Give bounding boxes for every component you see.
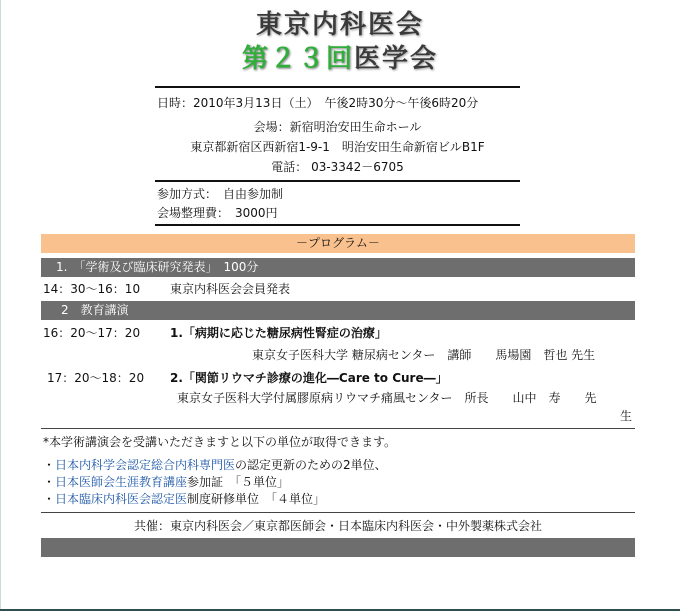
bullet: ・ [43,475,56,489]
section1-description: 東京内科医会会員発表 [170,282,291,296]
page-title: 東京内科医会 [255,10,424,40]
left-border [0,0,1,611]
credits-divider-bottom [41,512,635,513]
divider-bottom [155,224,520,226]
credit-link-ishikai[interactable]: 日本医師会生涯教育講座 [55,475,188,489]
credit-detail-1: の認定更新のための2単位、 [235,458,387,472]
credit-link-rinsho[interactable]: 日本臨床内科医会認定医 [55,492,188,506]
talk2-speaker: 東京女子医科大学付属膠原病リウマチ痛風センター 所長 山中 寿 先 [177,391,597,405]
event-datetime: 日時：2010年3月13日（土） 午後2時30分～午後6時20分 [157,96,479,110]
credits-note: *本学術講演会を受講いただきますと以下の単位が取得できます。 [43,435,397,449]
event-venue: 会場：新宿明治安田生命ホール [253,120,422,134]
event-address: 東京都新宿区西新宿1-9-1 明治安田生命新宿ビルB1F [190,140,485,154]
credits-divider-top [41,428,635,429]
session-number: 第２３回 [241,44,354,74]
talk1-time: 16：20～17：20 [43,326,141,340]
page-subtitle [0,38,680,75]
talk2-speaker-wrap: 生 [620,409,633,423]
footer-band [41,538,635,557]
program-header: －プログラム－ [41,234,635,253]
credit-item-3 [43,491,325,507]
divider-middle [155,180,520,182]
bullet: ・ [43,492,56,506]
talk2-title: 2.「関節リウマチ診療の進化―Care to Cure―」 [170,371,448,385]
participation-method: 参加方式： 自由参加制 [157,187,284,201]
credit-item-2 [43,474,289,490]
section1-time: 14：30～16：10 [43,282,141,296]
credit-link-naika[interactable]: 日本内科学会認定総合内科専門医 [55,458,236,472]
talk1-speaker: 東京女子医科大学 糖尿病センター 講師 馬場園 哲也 先生 [252,348,596,362]
subtitle-suffix: 医学会 [354,44,439,74]
credit-detail-2: 参加証 「５単位」 [187,475,290,489]
credit-item-1 [43,457,387,473]
credit-detail-3: 制度研修単位 「４単位」 [187,492,326,506]
talk1-title: 1.「病期に応じた糖尿病性腎症の治療」 [170,326,387,340]
bullet: ・ [43,458,56,472]
venue-fee: 会場整理費： 3000円 [157,206,278,220]
sponsors: 共催：東京内科医会／東京都医師会・日本臨床内科医会・中外製薬株式会社 [133,519,542,533]
talk2-time: 17：20～18：20 [47,371,145,385]
section2-header: 2 教育講演 [41,301,635,320]
section1-header: 1. 「学術及び臨床研究発表」 100分 [41,258,635,277]
divider-top [155,86,520,88]
event-phone: 電話： 03-3342－6705 [271,160,404,174]
